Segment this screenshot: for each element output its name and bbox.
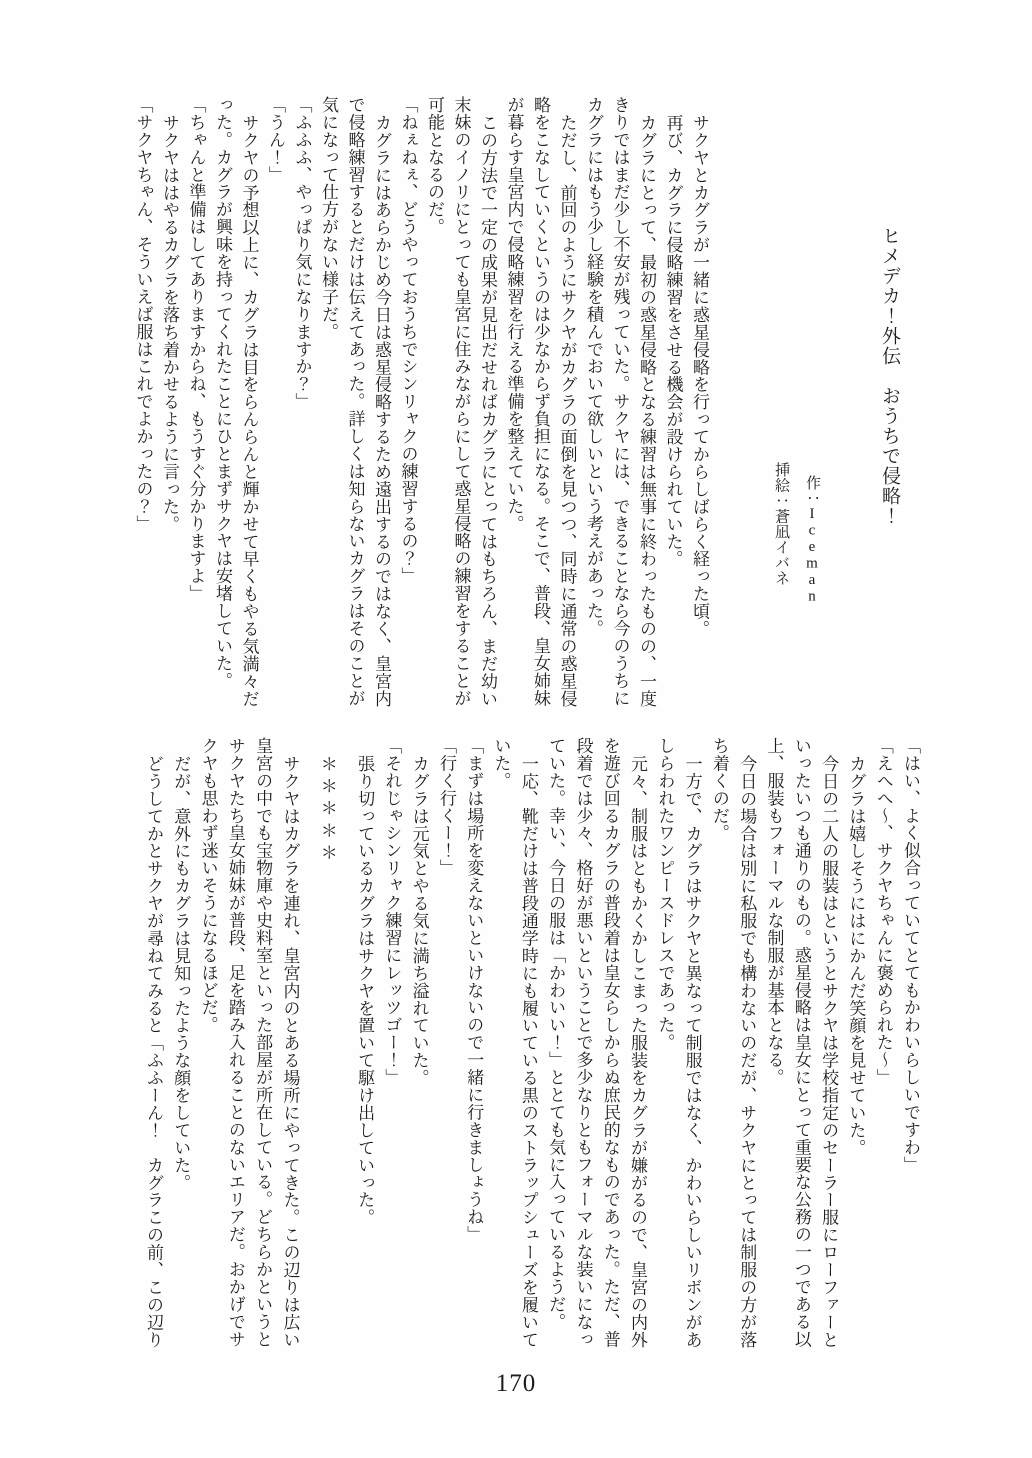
story-paragraph: 「まずは場所を変えないといけないので一緒に行きましょうね」 — [464, 737, 484, 1244]
illustrator-credit: 挿絵：蒼凪イバネ — [773, 462, 789, 586]
story-paragraph: サクヤとカグラが一緒に惑星侵略を行ってからしばらく経った頃。 — [690, 113, 709, 637]
story-paragraph: 一応、靴だけは普段通学時にも履いている黒のストラップシューズを履いていた。 — [491, 737, 538, 1348]
story-paragraph: 「サクヤちゃん、そういえば服はこれでよかったの？」 — [133, 96, 153, 533]
story-paragraph: サクヤはカグラを連れ、皇宮内のとある場所にやってきた。この辺りは広い皇宮の中でも宝物庫や史料室といった部屋が所在している。どちらかというとサクヤたち皇女姉妹が普段、足を踏み入れることのないエリアだ。おかげでサクヤも思わず迷いそうになるほどだ。 — [198, 737, 300, 1348]
page-number: 170 — [495, 1370, 537, 1397]
story-paragraph: カグラは嬉しそうにはにかんだ笑顔を見せていた。 — [846, 754, 866, 1156]
author-credit: 作：Iceman — [804, 475, 820, 605]
story-paragraph: この方法で一定の成果が見出だせればカグラにとってはもちろん、まだ幼い末妹のイノリにとっても皇宮に住みながらにして惑星侵略の練習をすることが可能となるのだ。 — [425, 96, 497, 707]
story-paragraph: 今日の二人の服装はというとサクヤは学校指定のセーラー服にローファーといったいつも通りのもの。惑星侵略は皇女にとって重要な公務の一つである以上、服装もフォーマルな制服が基本となる。 — [764, 737, 839, 1348]
story-paragraph: カグラにはあらかじめ今日は惑星侵略するため遠出するのではなく、皇宮内で侵略練習するとだけは伝えてあった。詳しくは知らないカグラはそのことが気になって仕方がない様子だ。 — [319, 96, 391, 707]
story-paragraph: 一方で、カグラはサクヤと異なって制服ではなく、かわいらしいリボンがあしらわれたワンピースドレスであった。 — [655, 737, 702, 1348]
story-paragraph: 「ふふふ、やっぱり気になりますか？」 — [292, 96, 312, 411]
story-paragraph: カグラは元気とやる気に満ち溢れていた。 — [409, 754, 429, 1087]
story-paragraph: 「えへへ〜、サクヤちゃんに褒められた〜」 — [873, 737, 893, 1086]
story-paragraph: サクヤの予想以上に、カグラは目をらんらんと輝かせて早くもやる気満々だった。カグラが興味を持ってくれたことにひとまずサクヤは安堵していた。 — [213, 96, 259, 707]
story-paragraph: 「それじゃシンリャク練習にレッツゴー！」 — [382, 737, 402, 1086]
story-paragraph: 元々、制服はともかくかしこまった服装をカグラが嫌がるので、皇宮の内外を遊び回るカグラの普段着は皇女らしからぬ庶民的なものであった。ただ、普段着では少々、格好が悪いということで多少なりともフォーマルな装いになっていた。幸い、今日の服は「かわいい！」ととても気に入っているようだ。 — [546, 737, 648, 1348]
story-paragraph: 「ちゃんと準備はしてありますからね、もうすぐ分かりますよ」 — [186, 96, 206, 603]
story-section-top — [122, 96, 712, 709]
story-paragraph: 「うん！」 — [266, 96, 285, 184]
page-title: ヒメデカ！外伝 おうちで侵略！ — [879, 226, 900, 526]
story-paragraph: 「はい、よく似合っていてとてもかわいらしいですわ」 — [901, 737, 920, 1174]
story-paragraph: サクヤははやるカグラを落ち着かせるように言った。 — [160, 113, 179, 533]
story-paragraph: カグラにとって、最初の惑星侵略となる練習は無事に終わったものの、一度きりではまだ少し不安が残っていた。サクヤには、できることなら今のうちにカグラにはもう少し経験を積んでおいて欲しいという考えがあった。 — [584, 96, 656, 707]
story-paragraph: 張り切っているカグラはサクヤを置いて駆け出していった。 — [355, 754, 375, 1226]
story-paragraph: どうしてかとサクヤが尋ねてみると「ふふーん！ カグラこの前、この辺り — [143, 754, 163, 1348]
story-paragraph: 今日の場合は別に私服でも構わないのだが、サクヤにとっては制服の方が落ち着くのだ。 — [709, 737, 757, 1348]
story-section-bottom — [132, 737, 924, 1350]
story-paragraph: 「ねぇねぇ、どうやっておうちでシンリャクの練習するの？」 — [398, 96, 418, 585]
story-paragraph: だが、意外にもカグラは見知ったような顔をしていた。 — [171, 754, 191, 1191]
scene-separator: ＊ ＊ ＊ ＊ ＊ — [317, 754, 337, 861]
story-paragraph: 再び、カグラに侵略練習をさせる機会が設けられていた。 — [663, 113, 683, 568]
story-paragraph: 「行く行くー！」 — [436, 737, 456, 877]
story-paragraph: ただし、前回のようにサクヤがカグラの面倒を見つつ、同時に通常の惑星侵略をこなしていくというのは少なからず負担になる。そこで、普段、皇女姉妹が暮らす皇宮内で侵略練習を行える準備を整えていた。 — [504, 96, 577, 707]
